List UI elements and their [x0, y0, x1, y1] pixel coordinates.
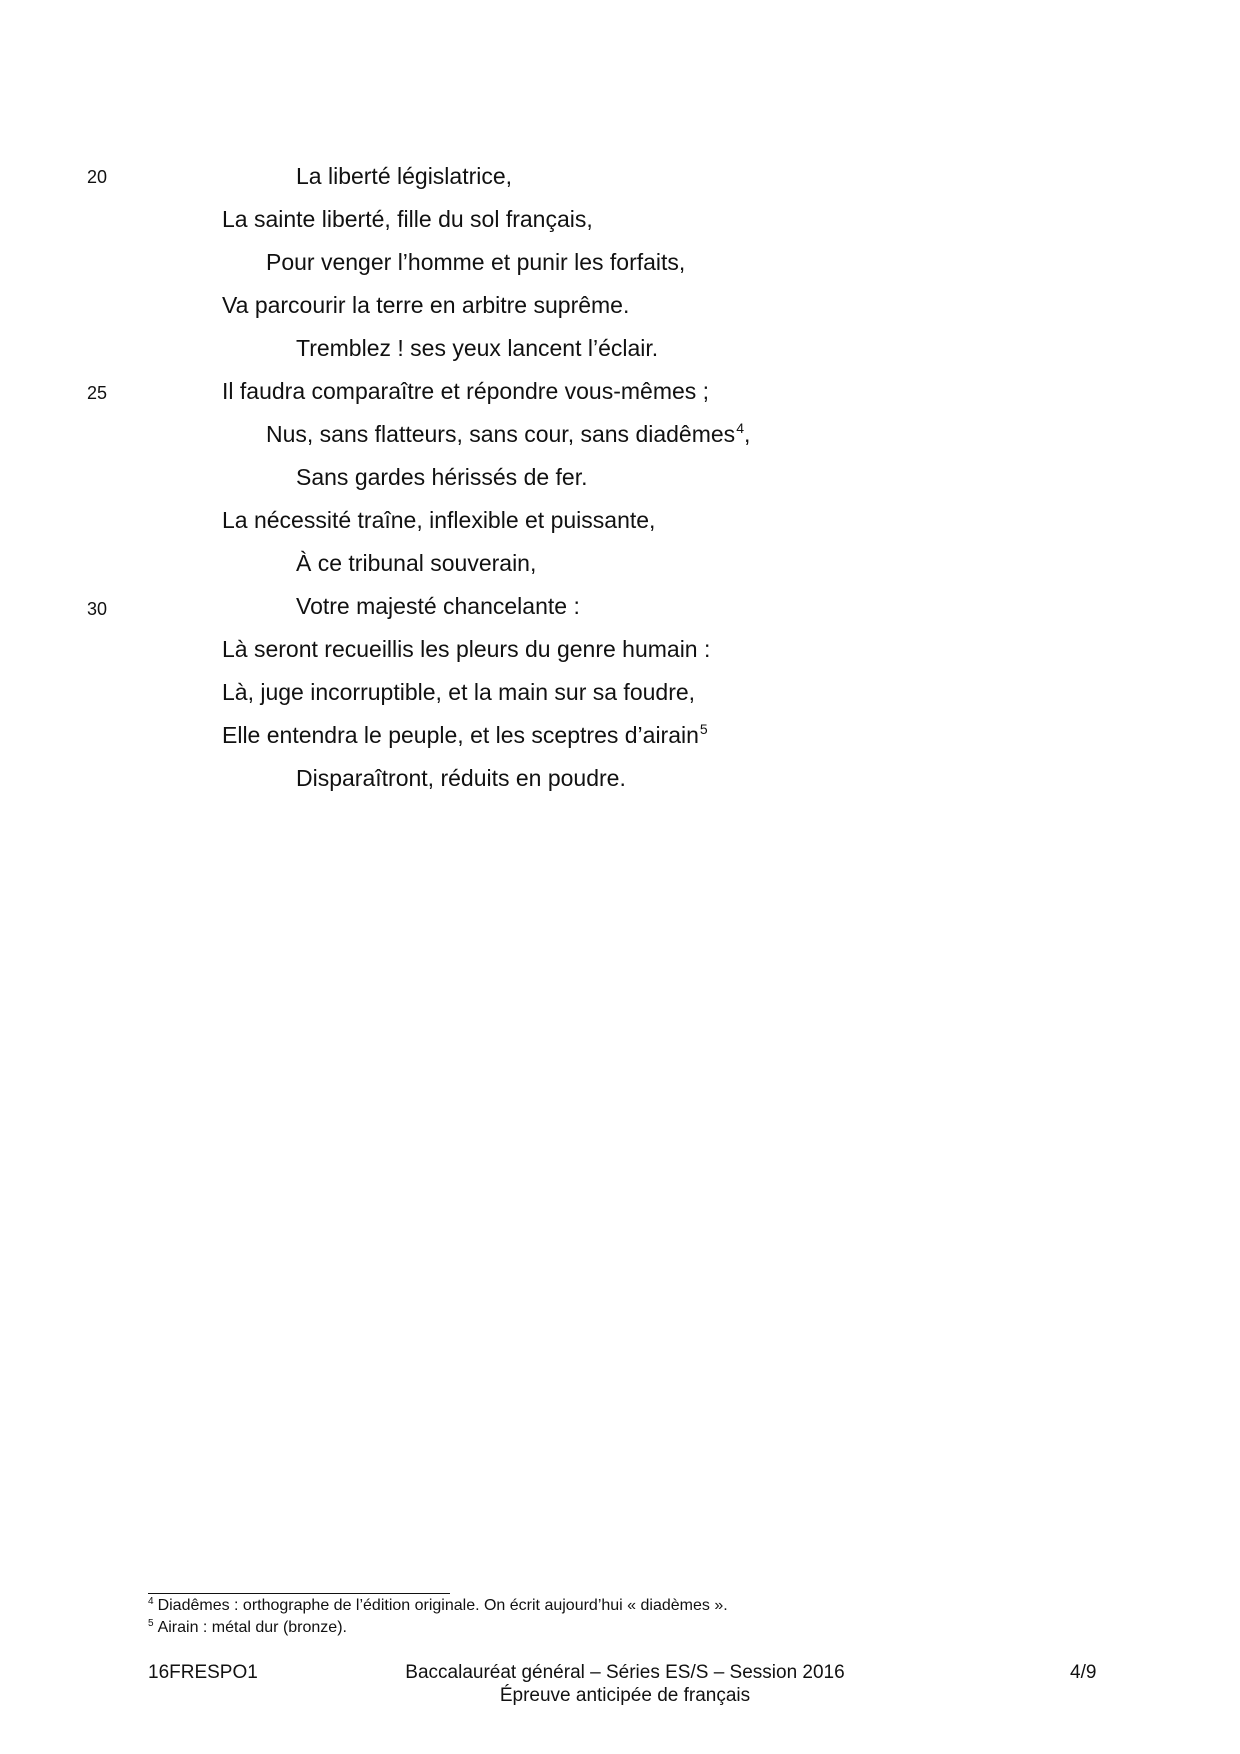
exam-title — [380, 1662, 870, 1708]
footnote-ref-5: 5 — [699, 721, 708, 737]
verse-text: Nus, sans flatteurs, sans cour, sans diadêmes — [266, 421, 736, 447]
verse-punctuation: , — [743, 421, 751, 447]
line-number-30: 30 — [87, 599, 108, 619]
verse-line: La nécessité traîne, inflexible et puissante, — [222, 507, 656, 533]
verse-line: Va parcourir la terre en arbitre suprême. — [222, 292, 630, 318]
verse-line: Disparaîtront, réduits en poudre. — [296, 765, 626, 791]
footnote-text: Diadêmes : orthographe de l’édition originale. On écrit aujourd’hui « diadèmes ». — [157, 1597, 728, 1614]
line-number-20: 20 — [87, 167, 108, 187]
exam-title-line-1: Baccalauréat général – Séries ES/S – Session 2016 — [405, 1662, 845, 1683]
verse-text: Elle entendra le peuple, et les sceptres d’airain — [222, 722, 699, 748]
footnote-number: 5 — [148, 1618, 154, 1629]
line-number-25: 25 — [87, 383, 108, 403]
footnote-divider — [148, 1593, 450, 1594]
footnote-text: Airain : métal dur (bronze). — [157, 1619, 347, 1636]
footnote-4 — [148, 1598, 728, 1614]
footnote-number: 4 — [148, 1596, 154, 1607]
verse-line: Pour venger l’homme et punir les forfaits, — [266, 249, 686, 275]
verse-line: Votre majesté chancelante : — [296, 593, 580, 619]
verse-line: Là seront recueillis les pleurs du genre humain : — [222, 636, 711, 662]
document-code: 16FRESPO1 — [148, 1662, 258, 1683]
page-number: 4/9 — [1070, 1662, 1097, 1683]
verse-line: Là, juge incorruptible, et la main sur sa foudre, — [222, 679, 696, 705]
verse-line: Il faudra comparaître et répondre vous-mêmes ; — [222, 378, 710, 404]
verse-line-with-note-4 — [266, 420, 751, 447]
verse-line: À ce tribunal souverain, — [296, 550, 537, 576]
footnote-ref-4: 4 — [736, 420, 744, 436]
verse-line-with-note-5 — [222, 721, 708, 748]
verse-line: Sans gardes hérissés de fer. — [296, 464, 588, 490]
verse-line: La liberté législatrice, — [296, 163, 513, 189]
exam-title-line-2: Épreuve anticipée de français — [499, 1684, 751, 1706]
footnote-5 — [148, 1620, 347, 1636]
verse-line: Tremblez ! ses yeux lancent l’éclair. — [296, 335, 659, 361]
verse-line: La sainte liberté, fille du sol français, — [222, 206, 593, 232]
